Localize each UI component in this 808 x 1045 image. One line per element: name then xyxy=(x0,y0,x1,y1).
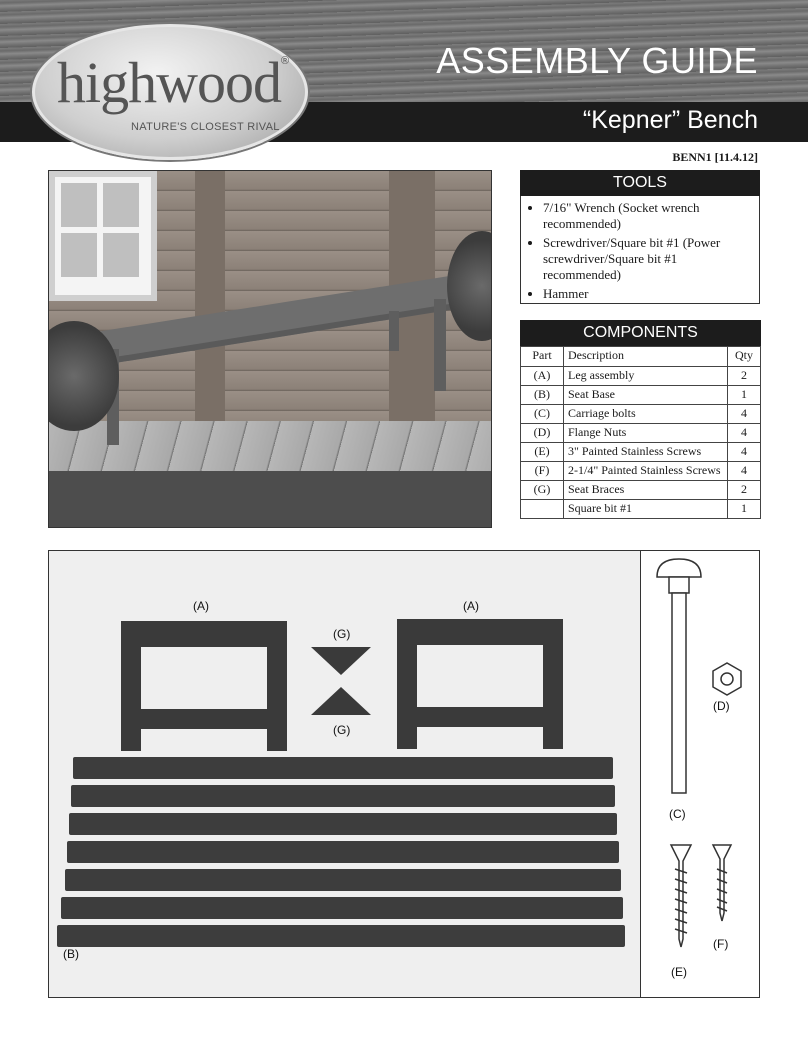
cell-description: Carriage bolts xyxy=(564,405,728,424)
seat-slat xyxy=(71,785,615,807)
table-row xyxy=(521,443,761,462)
cell-qty: 4 xyxy=(728,405,761,424)
cell-part: (F) xyxy=(521,462,564,481)
cell-part: (A) xyxy=(521,367,564,386)
label-part-a: (A) xyxy=(193,599,209,613)
leg-stretcher xyxy=(121,709,287,729)
label-part-f: (F) xyxy=(713,937,729,951)
tool-item: • Screwdriver/Square bit #1 (Power screwdriver/Square bit #1 recommended) xyxy=(543,235,753,283)
label-part-b: (B) xyxy=(63,947,79,961)
tool-item: • 7/16" Wrench (Socket wrench recommended) xyxy=(543,200,753,232)
seat-brace-bottom xyxy=(311,687,371,715)
leg-post xyxy=(267,621,287,751)
highwood-logo xyxy=(32,24,308,160)
label-part-d: (D) xyxy=(713,699,730,713)
cell-description: Seat Base xyxy=(564,386,728,405)
cell-qty: 4 xyxy=(728,443,761,462)
cell-qty: 1 xyxy=(728,500,761,519)
window-pane xyxy=(103,183,139,227)
cell-part: (D) xyxy=(521,424,564,443)
hardware-panel xyxy=(640,550,760,998)
seat-slat xyxy=(67,841,619,863)
seat-brace-top xyxy=(311,647,371,675)
seat-slat xyxy=(69,813,617,835)
leg-post xyxy=(397,619,417,749)
photo-bench-leg xyxy=(434,299,446,391)
page-title: ASSEMBLY GUIDE xyxy=(436,40,758,81)
cell-description: 3" Painted Stainless Screws xyxy=(564,443,728,462)
window-pane xyxy=(61,183,97,227)
logo-wordmark: highwood xyxy=(57,50,281,115)
window-pane xyxy=(103,233,139,277)
bolt-neck xyxy=(669,577,689,593)
cell-qty: 4 xyxy=(728,424,761,443)
seat-slat xyxy=(61,897,623,919)
logo-tagline: NATURE'S CLOSEST RIVAL xyxy=(131,121,280,133)
leg-assembly-right xyxy=(397,619,563,749)
photo-door-mat xyxy=(49,471,491,528)
table-header-row xyxy=(521,347,761,367)
label-part-g: (G) xyxy=(333,723,351,737)
components-heading: COMPONENTS xyxy=(520,320,761,346)
cell-description: Square bit #1 xyxy=(564,500,728,519)
table-row xyxy=(521,405,761,424)
cell-qty: 4 xyxy=(728,462,761,481)
nut-hole xyxy=(721,673,733,685)
table-row xyxy=(521,367,761,386)
seat-slat xyxy=(65,869,621,891)
bolt-head xyxy=(657,559,701,577)
cell-description: 2-1/4" Painted Stainless Screws xyxy=(564,462,728,481)
cell-qty: 2 xyxy=(728,367,761,386)
tools-list-box xyxy=(520,196,760,304)
cell-part: (B) xyxy=(521,386,564,405)
cell-description: Leg assembly xyxy=(564,367,728,386)
leg-top-rail xyxy=(397,619,563,645)
logo-registered-mark: ® xyxy=(281,55,290,67)
bolt-shank xyxy=(672,593,686,793)
cell-part: (E) xyxy=(521,443,564,462)
window-pane xyxy=(61,233,97,277)
leg-top-rail xyxy=(121,621,287,647)
bench-photo xyxy=(48,170,492,528)
leg-stretcher xyxy=(397,707,563,727)
tools-list xyxy=(529,200,753,302)
cell-part: (C) xyxy=(521,405,564,424)
cell-part: (G) xyxy=(521,481,564,500)
label-part-e: (E) xyxy=(671,965,687,979)
components-table xyxy=(520,346,761,519)
document-id: BENN1 [11.4.12] xyxy=(672,150,758,164)
table-row xyxy=(521,500,761,519)
cell-part xyxy=(521,500,564,519)
cell-qty: 2 xyxy=(728,481,761,500)
label-part-a: (A) xyxy=(463,599,479,613)
table-row xyxy=(521,481,761,500)
cell-description: Seat Braces xyxy=(564,481,728,500)
cell-description: Flange Nuts xyxy=(564,424,728,443)
label-part-g: (G) xyxy=(333,627,351,641)
tools-heading: TOOLS xyxy=(520,170,760,196)
column-header-part: Part xyxy=(521,347,564,367)
leg-post xyxy=(121,621,141,751)
column-header-description: Description xyxy=(564,347,728,367)
seat-slat xyxy=(73,757,613,779)
tool-item: • Hammer xyxy=(543,286,753,302)
cell-qty: 1 xyxy=(728,386,761,405)
photo-window xyxy=(49,171,157,301)
leg-post xyxy=(543,619,563,749)
table-row xyxy=(521,386,761,405)
seat-slat xyxy=(57,925,625,947)
photo-bench-leg xyxy=(389,311,399,351)
table-row xyxy=(521,462,761,481)
hardware-drawing xyxy=(641,551,759,997)
column-header-qty: Qty xyxy=(728,347,761,367)
leg-assembly-left xyxy=(121,621,287,751)
table-row xyxy=(521,424,761,443)
product-name: “Kepner” Bench xyxy=(582,106,758,134)
label-part-c: (C) xyxy=(669,807,686,821)
